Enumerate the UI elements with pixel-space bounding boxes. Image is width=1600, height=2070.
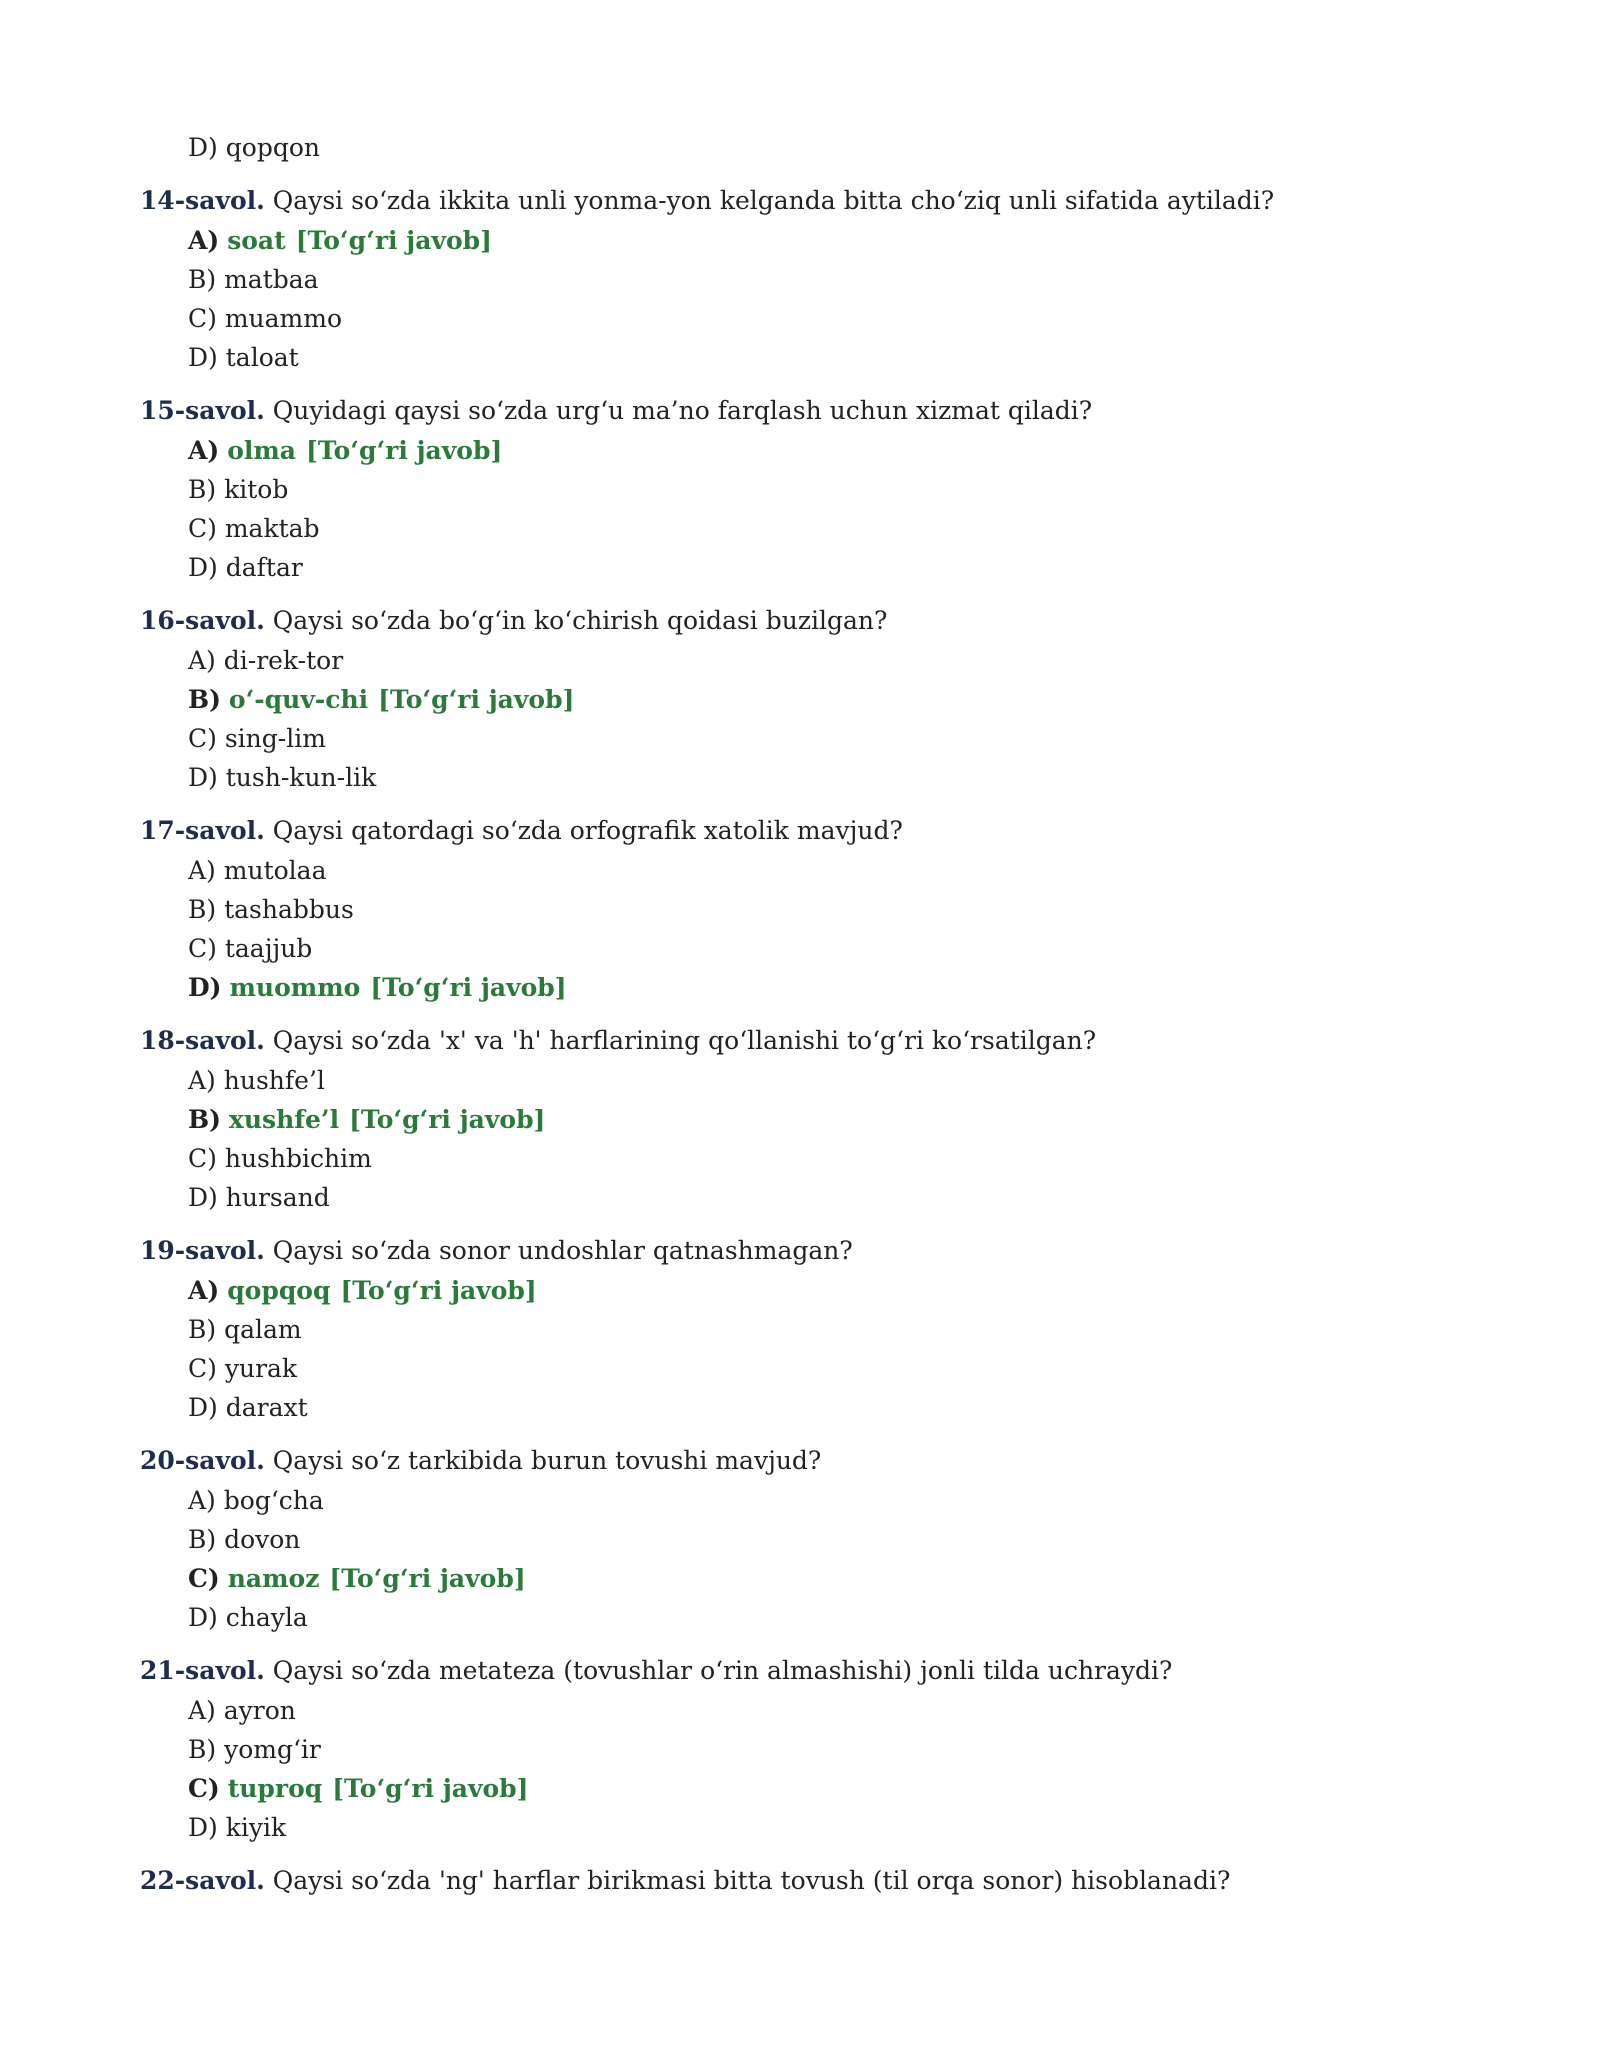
option-letter: D) [188,133,218,162]
correct-answer-tag: [To‘g‘ri javob] [332,1774,529,1803]
option-letter: C) [188,1774,220,1803]
option-text: sing-lim [224,724,326,753]
question-text: Qaysi so‘zda 'ng' harflar birikmasi bitta tovush (til orqa sonor) hisoblanadi? [272,1866,1231,1895]
option-letter: D) [188,1813,218,1842]
option-text: mutolaa [223,856,327,885]
question-line [140,601,1520,641]
option-text: hushbichim [224,1144,372,1173]
option-row [140,929,1520,968]
option-row [140,1310,1520,1349]
option-row [140,128,1520,167]
option-row [140,719,1520,758]
option-row [140,338,1520,377]
option-text: yurak [224,1354,298,1383]
question-line [140,181,1520,221]
correct-option-row [140,1559,1520,1598]
option-text: qopqoq [227,1276,331,1305]
option-row [140,1730,1520,1769]
question-number: 21-savol. [140,1656,265,1685]
option-text: bog‘cha [223,1486,324,1515]
option-letter: C) [188,514,217,543]
question-text: Qaysi so‘zda sonor undoshlar qatnashmagan? [272,1236,853,1265]
option-row [140,1178,1520,1217]
question-block [140,391,1520,587]
option-text: muammo [224,304,343,333]
question-line [140,1861,1520,1901]
option-text: maktab [224,514,320,543]
question-text: Quyidagi qaysi so‘zda urg‘u ma’no farqlash uchun xizmat qiladi? [272,396,1093,425]
question-block [140,601,1520,797]
question-number: 16-savol. [140,606,265,635]
option-text: tashabbus [224,895,354,924]
question-block [140,1861,1520,1901]
question-line [140,391,1520,431]
option-row [140,1061,1520,1100]
option-text: qopqon [225,133,320,162]
option-text: soat [227,226,286,255]
option-text: muommo [229,973,361,1002]
option-row [140,548,1520,587]
option-text: ayron [223,1696,296,1725]
option-row [140,890,1520,929]
option-row [140,1808,1520,1847]
option-row [140,851,1520,890]
option-row [140,1598,1520,1637]
correct-option-row [140,431,1520,470]
option-row [140,1691,1520,1730]
option-text: chayla [225,1603,308,1632]
option-text: daraxt [225,1393,308,1422]
option-row [140,758,1520,797]
option-row [140,1388,1520,1427]
quiz-page [140,128,1520,1901]
correct-answer-tag: [To‘g‘ri javob] [370,973,567,1002]
option-letter: D) [188,1393,218,1422]
option-letter: C) [188,1354,217,1383]
question-text: Qaysi so‘zda bo‘g‘in ko‘chirish qoidasi buzilgan? [272,606,888,635]
option-letter: A) [188,1066,216,1095]
correct-answer-tag: [To‘g‘ri javob] [378,685,575,714]
option-letter: C) [188,724,217,753]
option-text: kiyik [225,1813,287,1842]
correct-option-row [140,1769,1520,1808]
question-line [140,811,1520,851]
question-block [140,811,1520,1007]
option-row [140,1481,1520,1520]
option-letter: A) [188,1276,220,1305]
option-text: qalam [224,1315,302,1344]
option-letter: D) [188,973,222,1002]
option-letter: A) [188,856,216,885]
correct-answer-tag: [To‘g‘ri javob] [349,1105,546,1134]
option-letter: B) [188,895,217,924]
option-row [140,260,1520,299]
question-line [140,1021,1520,1061]
option-letter: C) [188,304,217,333]
question-line [140,1441,1520,1481]
option-row [140,1349,1520,1388]
option-text: matbaa [224,265,319,294]
question-number: 20-savol. [140,1446,265,1475]
option-letter: C) [188,1564,220,1593]
option-letter: B) [188,1315,217,1344]
option-letter: D) [188,763,218,792]
question-block [140,1231,1520,1427]
option-text: yomg‘ir [224,1735,321,1764]
correct-answer-tag: [To‘g‘ri javob] [295,226,492,255]
option-letter: B) [188,265,217,294]
question-line [140,1651,1520,1691]
question-block [140,1441,1520,1637]
question-line [140,1231,1520,1271]
option-text: tuproq [227,1774,323,1803]
option-text: daftar [225,553,303,582]
option-letter: A) [188,1696,216,1725]
correct-option-row [140,968,1520,1007]
option-text: namoz [227,1564,320,1593]
question-list [140,181,1520,1901]
question-number: 22-savol. [140,1866,265,1895]
option-text: dovon [224,1525,301,1554]
option-letter: D) [188,1183,218,1212]
option-text: di-rek-tor [223,646,344,675]
question-number: 17-savol. [140,816,265,845]
question-number: 15-savol. [140,396,265,425]
option-letter: A) [188,226,220,255]
option-letter: D) [188,343,218,372]
option-letter: B) [188,1525,217,1554]
question-text: Qaysi so‘z tarkibida burun tovushi mavjud? [272,1446,822,1475]
option-text: xushfe’l [228,1105,340,1134]
option-text: kitob [224,475,289,504]
correct-option-row [140,1271,1520,1310]
option-letter: B) [188,685,221,714]
question-block [140,1021,1520,1217]
option-letter: C) [188,1144,217,1173]
option-letter: C) [188,934,217,963]
question-block [140,181,1520,377]
option-text: hushfe’l [223,1066,325,1095]
question-text: Qaysi so‘zda ikkita unli yonma-yon kelganda bitta cho‘ziq unli sifatida aytiladi? [272,186,1275,215]
option-row [140,1139,1520,1178]
question-block [140,1651,1520,1847]
option-text: olma [227,436,297,465]
option-letter: B) [188,1735,217,1764]
correct-option-row [140,680,1520,719]
option-row [140,641,1520,680]
option-letter: D) [188,1603,218,1632]
question-text: Qaysi so‘zda 'x' va 'h' harflarining qo‘llanishi to‘g‘ri ko‘rsatilgan? [272,1026,1097,1055]
option-text: o‘-quv-chi [228,685,369,714]
question-text: Qaysi so‘zda metateza (tovushlar o‘rin almashishi) jonli tilda uchraydi? [272,1656,1173,1685]
option-row [140,299,1520,338]
option-letter: A) [188,1486,216,1515]
option-text: taloat [225,343,299,372]
option-letter: A) [188,436,220,465]
option-row [140,1520,1520,1559]
question-number: 14-savol. [140,186,265,215]
option-letter: D) [188,553,218,582]
option-text: tush-kun-lik [225,763,377,792]
option-row [140,470,1520,509]
correct-answer-tag: [To‘g‘ri javob] [306,436,503,465]
question-number: 19-savol. [140,1236,265,1265]
correct-option-row [140,221,1520,260]
correct-answer-tag: [To‘g‘ri javob] [340,1276,537,1305]
correct-option-row [140,1100,1520,1139]
option-letter: A) [188,646,216,675]
question-number: 18-savol. [140,1026,265,1055]
option-letter: B) [188,1105,221,1134]
question-text: Qaysi qatordagi so‘zda orfografik xatolik mavjud? [272,816,903,845]
option-text: taajjub [224,934,313,963]
correct-answer-tag: [To‘g‘ri javob] [329,1564,526,1593]
option-letter: B) [188,475,217,504]
option-row [140,509,1520,548]
option-text: hursand [225,1183,330,1212]
